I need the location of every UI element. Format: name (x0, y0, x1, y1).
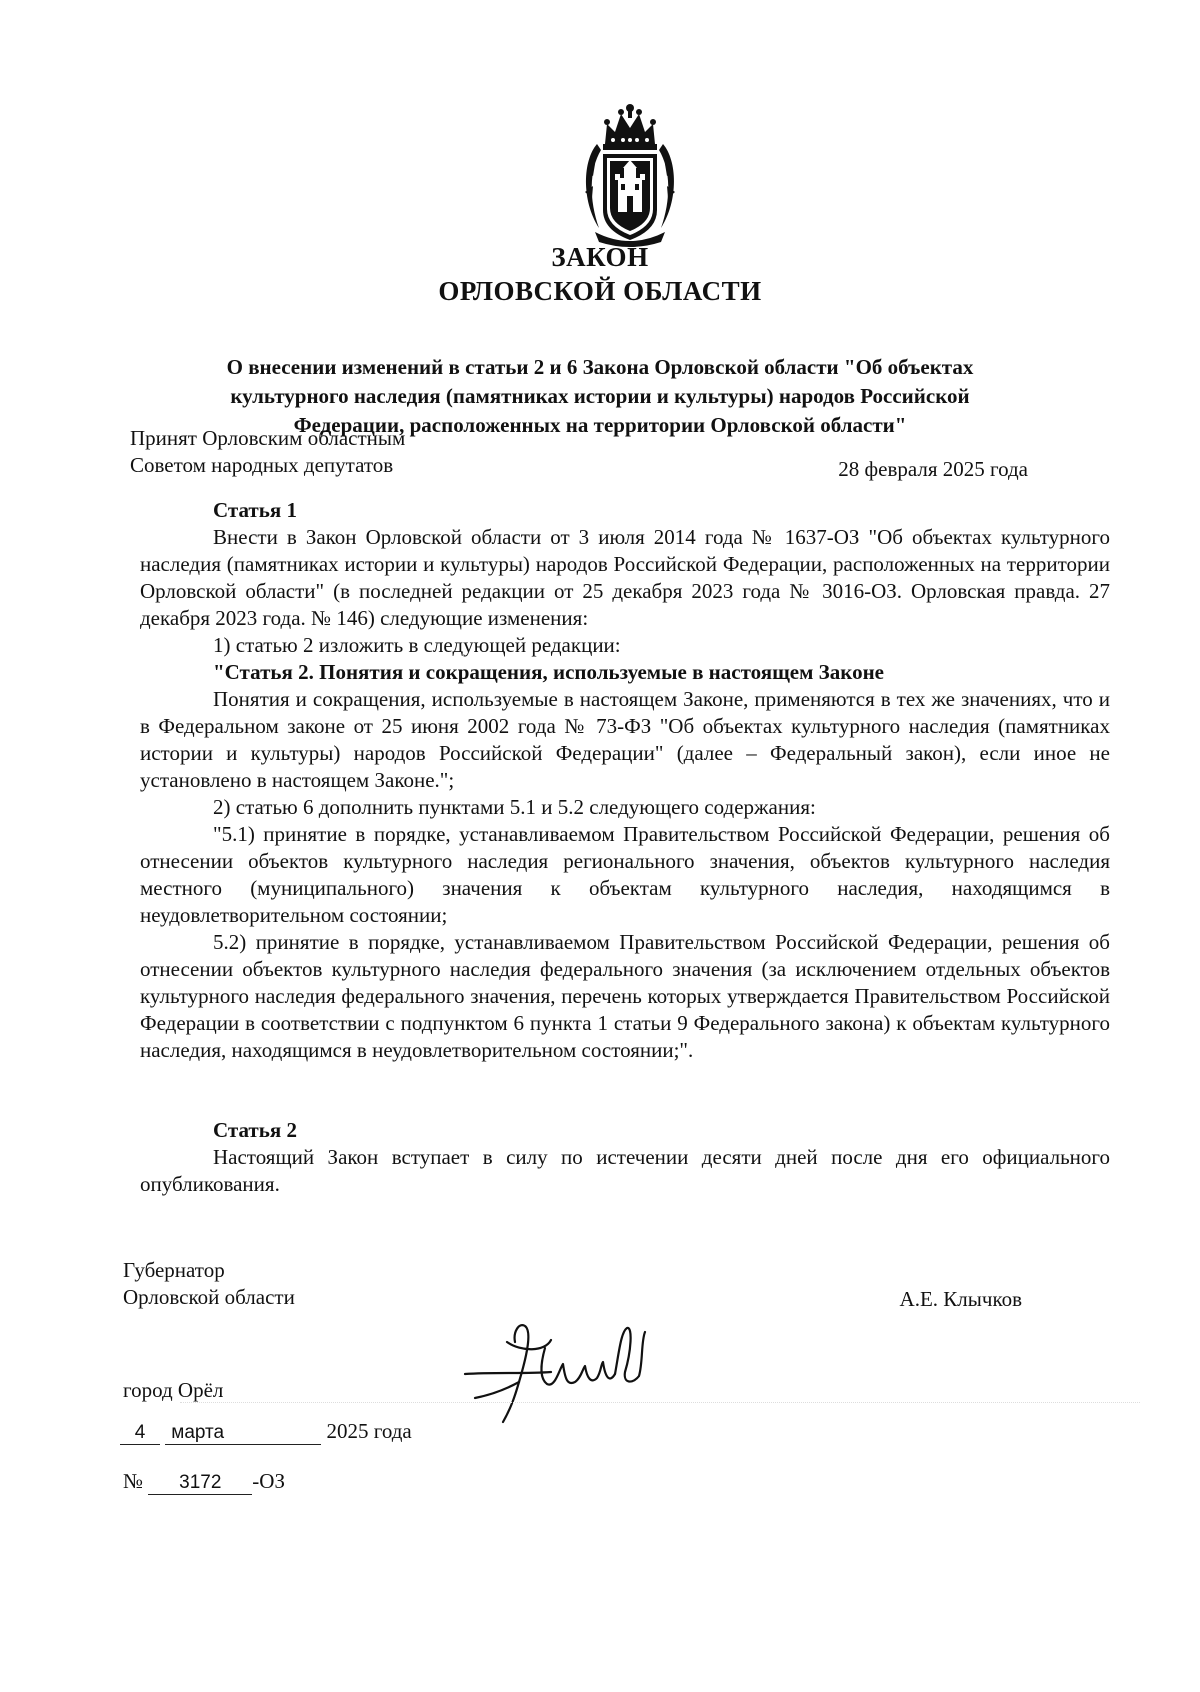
article-2 (140, 1117, 1110, 1198)
adoption-date: 28 февраля 2025 года (838, 457, 1028, 481)
signatory-position-line-2: Орловской области (123, 1285, 295, 1309)
date-day: 4 (120, 1422, 160, 1445)
subtitle-line-1: О внесении изменений в статьи 2 и 6 Закона Орловской области "Об объектах (226, 355, 974, 379)
faint-dotted-line (180, 1402, 1140, 1403)
article-2-text: Настоящий Закон вступает в силу по истечении десяти дней после дня его официального опубликования. (140, 1145, 1110, 1196)
document-region-title: ОРЛОВСКОЙ ОБЛАСТИ (438, 276, 762, 306)
article-1-quoted-heading: "Статья 2. Понятия и сокращения, используемые в настоящем Законе (213, 660, 885, 684)
article-1-quoted-text: Понятия и сокращения, используемые в настоящем Законе, применяются в тех же значениях, что и в Федеральном законе от 25 июня 2002 года № 73-ФЗ "Об объектах культурного наследия (памятниках истории и культуры) народов Российской Федерации" (далее – Федеральный закон), если иное не установлено в настоящем Законе."; (140, 687, 1110, 792)
coat-of-arms-emblem (577, 100, 683, 248)
signatory-position-line-1: Губернатор (123, 1258, 225, 1282)
adoption-authority (130, 425, 405, 479)
date-month: марта (165, 1422, 321, 1445)
article-1-intro: Внести в Закон Орловской области от 3 июля 2014 года № 1637-ОЗ "Об объектах культурного наследия (памятниках истории и культуры) народов Российской Федерации, расположенных на территории Орловской области" (в последней редакции от 25 декабря 2023 года № 3016-ОЗ. Орловская правда. 27 декабря 2023 года. № 146) следующие изменения: (140, 525, 1110, 630)
document-type-title: ЗАКОН (551, 242, 649, 272)
number-suffix: -ОЗ (252, 1469, 285, 1493)
signatory-position (123, 1257, 295, 1311)
article-1-point-5-2: 5.2) принятие в порядке, устанавливаемом Правительством Российской Федерации, решения об отнесении объектов культурного наследия федерального значения (за исключением отдельных объектов культурного наследия федерального значения, перечень которых утверждается Правительством Российской Федерации в соответствии с подпунктом 6 пункта 1 статьи 9 Федерального закона) к объектам культурного наследия, находящимся в неудовлетворительном состоянии;". (140, 930, 1110, 1062)
subtitle-line-2: культурного наследия (памятниках истории и культуры) народов Российской (230, 384, 970, 408)
signing-date (120, 1418, 412, 1445)
subtitle-line-3: Федерации, расположенных на территории Орловской области" (293, 413, 907, 437)
city: город Орёл (123, 1378, 224, 1402)
article-1 (140, 497, 1110, 1064)
adoption-line-2: Советом народных депутатов (130, 453, 394, 477)
article-2-heading: Статья 2 (213, 1118, 297, 1142)
article-1-heading: Статья 1 (213, 498, 297, 522)
handwritten-signature (455, 1312, 655, 1432)
article-1-point-5-1: "5.1) принятие в порядке, устанавливаемом Правительством Российской Федерации, решения об отнесении объектов культурного наследия регионального значения, объектов культурного наследия местного (муниципального) значения к объектам культурного наследия, находящимся в неудовлетворительном состоянии; (140, 822, 1110, 927)
date-year: 2025 года (326, 1419, 412, 1443)
law-number (123, 1468, 285, 1495)
adoption-line-1: Принят Орловским областным (130, 426, 406, 450)
number-value: 3172 (148, 1472, 252, 1495)
article-1-item-1: 1) статью 2 изложить в следующей редакции: (213, 633, 621, 657)
signatory-name: А.Е. Клычков (899, 1287, 1022, 1311)
article-1-item-2: 2) статью 6 дополнить пунктами 5.1 и 5.2 следующего содержания: (213, 795, 816, 819)
number-sign: № (123, 1469, 144, 1493)
